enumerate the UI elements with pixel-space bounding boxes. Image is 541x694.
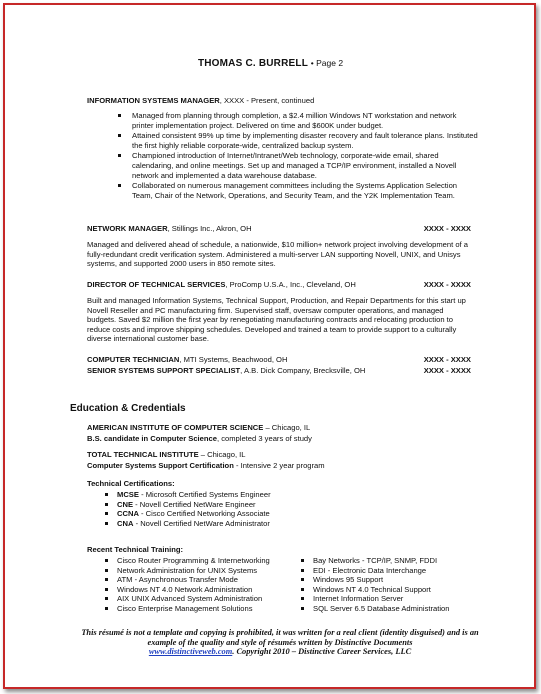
copyright-notice [80, 628, 480, 657]
page-header [0, 59, 541, 69]
job-dates: XXXX - XXXX [423, 280, 471, 289]
list-item: Windows NT 4.0 Technical Support [300, 585, 490, 595]
job1-achievements [116, 111, 478, 201]
job-dates: XXXX - XXXX [423, 366, 471, 375]
list-item: Collaborated on numerous management committees including the Systems Application Selection Team, Chair of the Network, Operations, and Security Team, and the Y2K Implementation Team. [116, 181, 478, 200]
education-school-1 [87, 423, 310, 433]
job2-description: Managed and delivered ahead of schedule, a nationwide, $10 million+ network project involving development of a fully-redundant credit verification system. Administered a multi-server LAN supporting Novell, UNIX, and Unisys systems, and supported 2000 users in 850 remote sites. [87, 240, 468, 269]
training-list-left [104, 556, 294, 614]
job-details: , A.B. Dick Company, Brecksville, OH [240, 366, 366, 375]
job-title: DIRECTOR OF TECHNICAL SERVICES [87, 280, 226, 289]
training-list-right [300, 556, 490, 614]
list-item: Windows NT 4.0 Network Administration [104, 585, 294, 595]
job-title: SENIOR SYSTEMS SUPPORT SPECIALIST [87, 366, 241, 375]
training-heading: Recent Technical Training: [87, 545, 184, 554]
job-details: , Stillings Inc., Akron, OH [167, 224, 252, 233]
school-name: TOTAL TECHNICAL INSTITUTE [87, 450, 199, 459]
notice-text: This résumé is not a template and copying is prohibited, it was written for a real client (identity disguised) and is an example of the quality and style of résumés written by Distinctive Documents [81, 628, 479, 647]
list-item: Attained consistent 99% up time by implementing disaster recovery and fault tolerance plans. Instituted the first highly reliable corporate-wide, centralized backup system. [116, 131, 478, 150]
job3-description: Built and managed Information Systems, Technical Support, Production, and Repair Departments for this start up Novell Reseller and PC manufacturing firm. Supervised staff, oversaw computer operations, and managed budgets. Saved $2 million the first year by renegotiating manufacturing contracts and relocating production to reduce costs and improve shipping schedules. Developed and trained a team to provide support to a culturally diverse international customer base. [87, 296, 466, 344]
degree-name: B.S. candidate in Computer Science [87, 434, 217, 443]
job-dates: XXXX - XXXX [423, 224, 471, 233]
section-heading-education: Education & Credentials [70, 403, 186, 414]
job-title: COMPUTER TECHNICIAN [87, 355, 180, 364]
website-link[interactable]: www.distinctiveweb.com [148, 647, 233, 657]
list-item: Managed from planning through completion, a $2.4 million Windows NT workstation and network printer implementation project. Delivered on time and $600K under budget. [116, 111, 478, 130]
list-item: CCNA - Cisco Certified Networking Associate [104, 509, 271, 519]
job-details: , XXXX - Present, continued [219, 96, 315, 105]
certifications-heading: Technical Certifications: [87, 479, 175, 488]
job-title: NETWORK MANAGER [87, 224, 168, 233]
list-item: EDI - Electronic Data Interchange [300, 566, 490, 576]
certifications-list [104, 490, 271, 528]
list-item: ATM - Asynchronous Transfer Mode [104, 575, 294, 585]
page-number: • Page 2 [310, 58, 344, 68]
list-item: Cisco Enterprise Management Solutions [104, 604, 294, 614]
school-location: – Chicago, IL [263, 423, 311, 432]
school-location: – Chicago, IL [198, 450, 246, 459]
list-item: CNE - Novell Certified NetWare Engineer [104, 500, 271, 510]
list-item: Network Administration for UNIX Systems [104, 566, 294, 576]
job-title: INFORMATION SYSTEMS MANAGER [87, 96, 220, 105]
degree-note: , completed 3 years of study [216, 434, 312, 443]
certification-name: Computer Systems Support Certification [87, 461, 234, 470]
list-item: AIX UNIX Advanced System Administration [104, 594, 294, 604]
job-details: , MTI Systems, Beachwood, OH [179, 355, 288, 364]
list-item: Internet Information Server [300, 594, 490, 604]
job-dates: XXXX - XXXX [423, 355, 471, 364]
candidate-name: THOMAS C. BURRELL [197, 58, 308, 69]
list-item: Championed introduction of Internet/Intranet/Web technology, corporate-wide email, shared calendaring, and online meetings. Set up and managed a TCP/IP environment, installed a Novell network and implemented a data warehouse database. [116, 151, 478, 180]
list-item: Bay Networks - TCP/IP, SNMP, FDDI [300, 556, 490, 566]
job-heading-network-manager [87, 224, 471, 234]
education-cert-2 [87, 461, 325, 471]
job-heading-computer-technician [87, 355, 471, 365]
education-school-2 [87, 450, 246, 460]
job-heading-information-systems-manager [87, 96, 471, 106]
job-details: , ProComp U.S.A., Inc., Cleveland, OH [225, 280, 356, 289]
list-item: CNA - Novell Certified NetWare Administrator [104, 519, 271, 529]
list-item: Cisco Router Programming & Internetworking [104, 556, 294, 566]
school-name: AMERICAN INSTITUTE OF COMPUTER SCIENCE [87, 423, 264, 432]
job-heading-director-technical-services [87, 280, 471, 290]
list-item: MCSE - Microsoft Certified Systems Engineer [104, 490, 271, 500]
list-item: SQL Server 6.5 Database Administration [300, 604, 490, 614]
certification-note: - Intensive 2 year program [233, 461, 325, 470]
list-item: Windows 95 Support [300, 575, 490, 585]
copyright-text: . Copyright 2010 – Distinctive Career Services, LLC [232, 647, 412, 657]
job-heading-senior-systems-support [87, 366, 471, 376]
education-degree-1 [87, 434, 312, 444]
